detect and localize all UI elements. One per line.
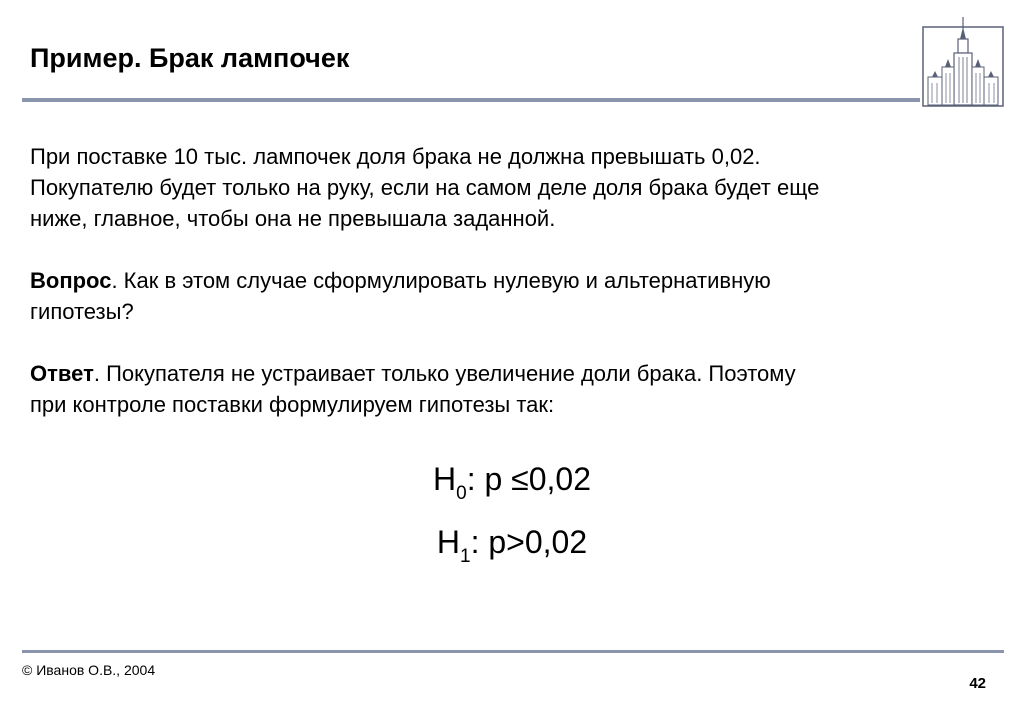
- hypothesis-symbol: H: [433, 461, 457, 497]
- answer-text: . Покупателя не устраивает только увеличение доли брака. Поэтому: [93, 361, 796, 386]
- spacer: [30, 234, 1000, 265]
- university-building-logo: [922, 15, 1004, 107]
- question-label: Вопрос: [30, 268, 112, 293]
- footer-divider: [22, 650, 1004, 653]
- slide-title: Пример. Брак лампочек: [30, 43, 350, 73]
- answer-label: Ответ: [30, 361, 94, 386]
- problem-line-2: Покупателю будет только на руку, если на самом деле доля брака будет еще: [30, 175, 820, 200]
- hypothesis-condition: : p ≤0,02: [466, 461, 591, 497]
- problem-line-1: При поставке 10 тыс. лампочек доля брака не должна превышать 0,02.: [30, 144, 761, 169]
- question-line-2: гипотезы?: [30, 299, 134, 324]
- hypothesis-symbol: H: [436, 524, 460, 560]
- hypotheses-block: [0, 455, 1024, 581]
- slide-body: [30, 141, 1000, 420]
- hypothesis-index: 0: [456, 483, 467, 504]
- spacer: [30, 327, 1000, 358]
- page-number: 42: [969, 675, 986, 692]
- problem-line-3: ниже, главное, чтобы она не превышала заданной.: [30, 206, 556, 231]
- copyright-text: © Иванов О.В., 2004: [22, 662, 156, 678]
- hypothesis-index: 1: [459, 546, 471, 567]
- question-line-1: [30, 265, 1000, 296]
- answer-line-2: при контроле поставки формулируем гипотезы так:: [30, 392, 555, 417]
- null-hypothesis: [0, 455, 1024, 518]
- question-text: . Как в этом случае сформулировать нулевую и альтернативную: [111, 268, 771, 293]
- answer-line-1: [30, 358, 1000, 389]
- title-divider: [22, 98, 920, 102]
- hypothesis-condition: : p>0,02: [470, 524, 588, 560]
- alternative-hypothesis: [0, 518, 1024, 581]
